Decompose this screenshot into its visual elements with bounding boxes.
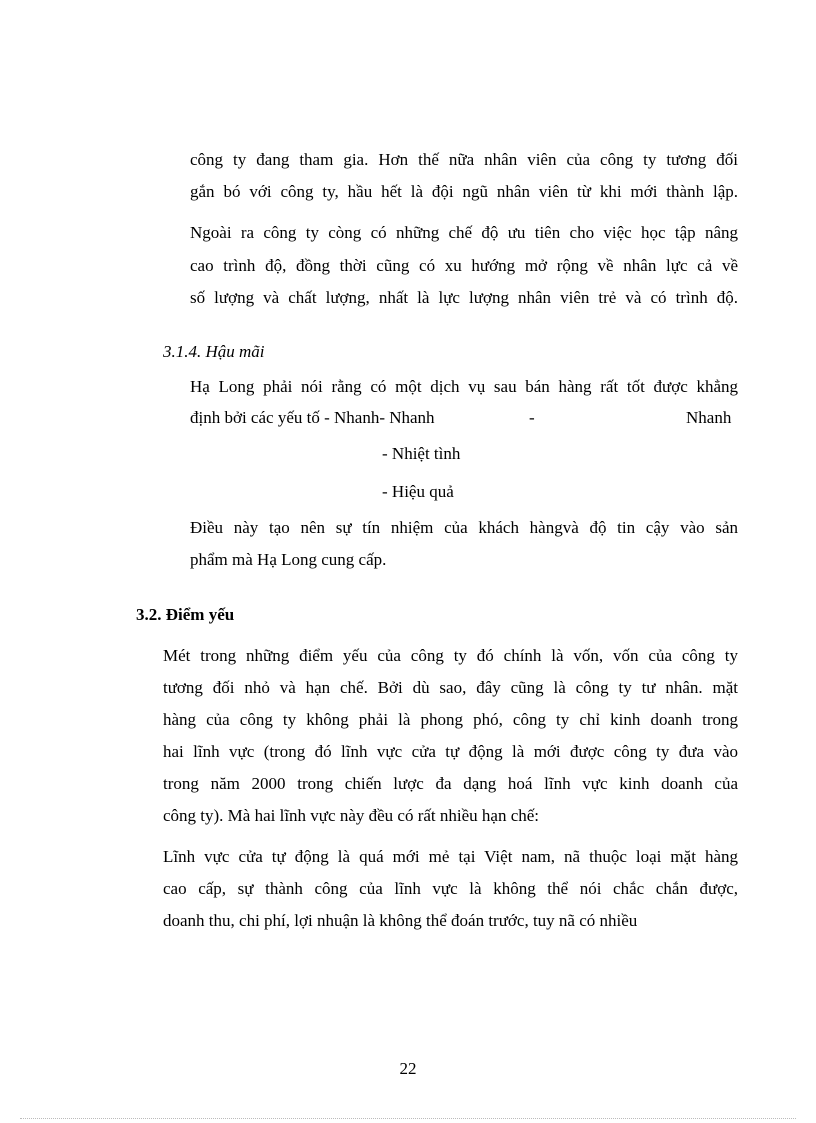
text-line: công ty đang tham gia. Hơn thế nữa nhân viên của công ty tương đối (190, 150, 738, 169)
text-line: doanh thu, chi phí, lợi nhuận là không thể đoán trước, tuy nã có nhiều (163, 911, 638, 930)
text-line: trong năm 2000 trong chiến lược đa dạng hoá lĩnh vực kinh doanh của (163, 774, 738, 793)
bullet-item: - Hiệu quả (382, 482, 454, 501)
text-line: Ngoài ra công ty còng có những chế độ ưu tiên cho việc học tập nâng (190, 223, 738, 242)
text-line: Mét trong những điểm yếu của công ty đó chính là vốn, vốn của công ty (163, 646, 738, 665)
section-heading: 3.2. Điểm yếu (136, 605, 235, 624)
text-line: hai lĩnh vực (trong đó lĩnh vực cửa tự động là mới được công ty đưa vào (163, 742, 738, 761)
text-line: cao trình độ, đồng thời cũng có xu hướng mở rộng về nhân lực cả về (190, 256, 738, 275)
page-number: 22 (399, 1059, 417, 1078)
text-line: tương đối nhỏ và hạn chế. Bởi dù sao, đây cũng là công ty tư nhân. mặt (163, 678, 738, 697)
page-bottom-divider (20, 1118, 796, 1119)
text-line: cao cấp, sự thành công của lĩnh vực là không thể nói chắc chắn được, (163, 879, 738, 898)
text-line: - (529, 408, 535, 427)
text-line: Lĩnh vực cửa tự động là quá mới mẻ tại Việt nam, nã thuộc loại mặt hàng (163, 847, 738, 866)
text-line: Điều này tạo nên sự tín nhiệm của khách hàngvà độ tin cậy vào sản (190, 518, 738, 537)
subsection-heading: 3.1.4. Hậu mãi (163, 342, 265, 361)
text-line: định bởi các yếu tố - Nhanh- Nhanh (190, 408, 435, 427)
text-line: Nhanh (686, 408, 732, 427)
text-line: gắn bó với công ty, hầu hết là đội ngũ nhân viên từ khi mới thành lập. (190, 182, 738, 201)
text-line: Hạ Long phải nói rằng có một dịch vụ sau bán hàng rất tốt được khẳng (190, 377, 738, 396)
text-line: công ty). Mà hai lĩnh vực này đều có rất nhiều hạn chế: (163, 806, 540, 825)
text-line: phẩm mà Hạ Long cung cấp. (190, 550, 387, 569)
bullet-item: - Nhiệt tình (382, 444, 461, 463)
text-line: số lượng và chất lượng, nhất là lực lượng nhân viên trẻ và có trình độ. (190, 288, 738, 307)
text-line: hàng của công ty không phải là phong phó, công ty chỉ kinh doanh trong (163, 710, 738, 729)
